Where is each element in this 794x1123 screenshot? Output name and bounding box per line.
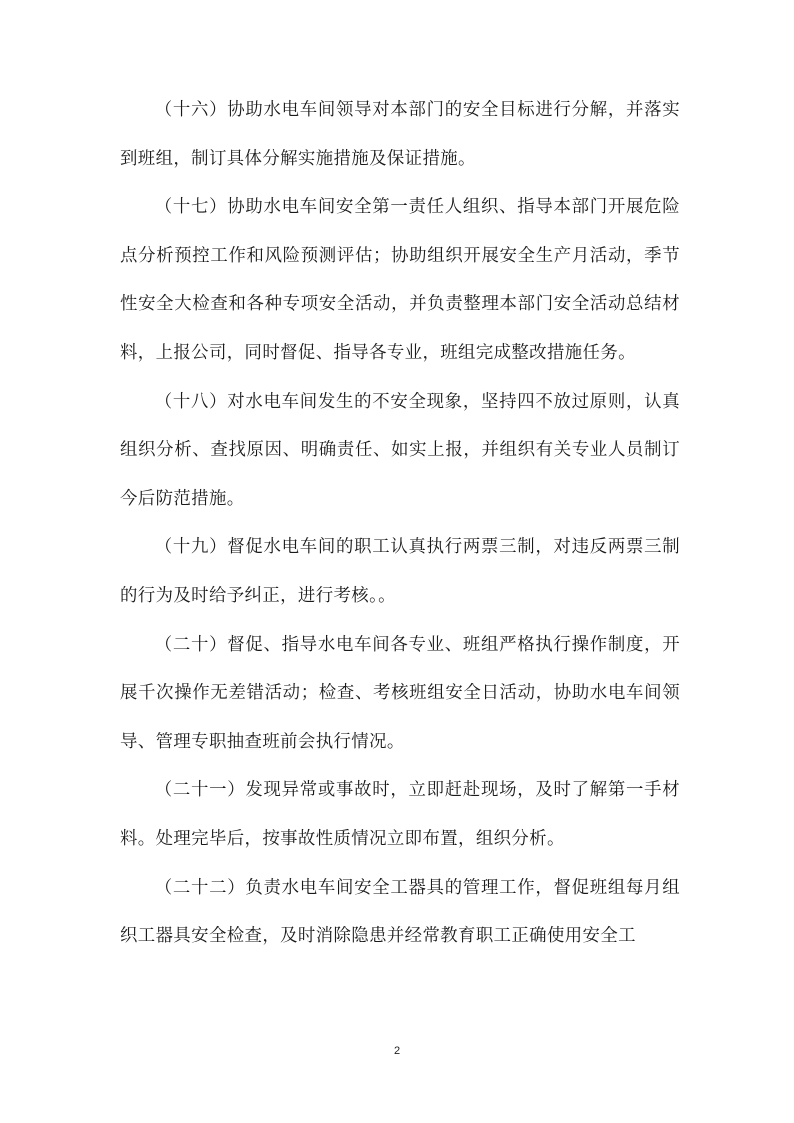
paragraph-20: （二十）督促、指导水电车间各专业、班组严格执行操作制度，开展千次操作无差错活动；检查、考核班组安全日活动，协助水电车间领导、管理专职抽查班前会执行情况。 [120, 634, 680, 752]
paragraph-16: （十六）协助水电车间领导对本部门的安全目标进行分解，并落实到班组，制订具体分解实施措施及保证措施。 [120, 100, 680, 169]
page-number: 2 [393, 1045, 401, 1057]
document-body [120, 86, 680, 961]
paragraph-18: （十八）对水电车间发生的不安全现象，坚持四不放过原则，认真组织分析、查找原因、明确责任、如实上报，并组织有关专业人员制订今后防范措施。 [120, 391, 680, 509]
paragraph-17: （十七）协助水电车间安全第一责任人组织、指导本部门开展危险点分析预控工作和风险预测评估；协助组织开展安全生产月活动，季节性安全大检查和各种专项安全活动，并负责整理本部门安全活动总结材料，上报公司，同时督促、指导各专业，班组完成整改措施任务。 [120, 197, 680, 363]
paragraph-22: （二十二）负责水电车间安全工器具的管理工作，督促班组每月组织工器具安全检查，及时消除隐患并经常教育职工正确使用安全工 [120, 877, 680, 947]
paragraph-19: （十九）督促水电车间的职工认真执行两票三制，对违反两票三制的行为及时给予纠正，进行考核。。 [120, 537, 680, 606]
paragraph-21: （二十一）发现异常或事故时，立即赶赴现场，及时了解第一手材料。处理完毕后，按事故性质情况立即布置，组织分析。 [120, 780, 680, 849]
